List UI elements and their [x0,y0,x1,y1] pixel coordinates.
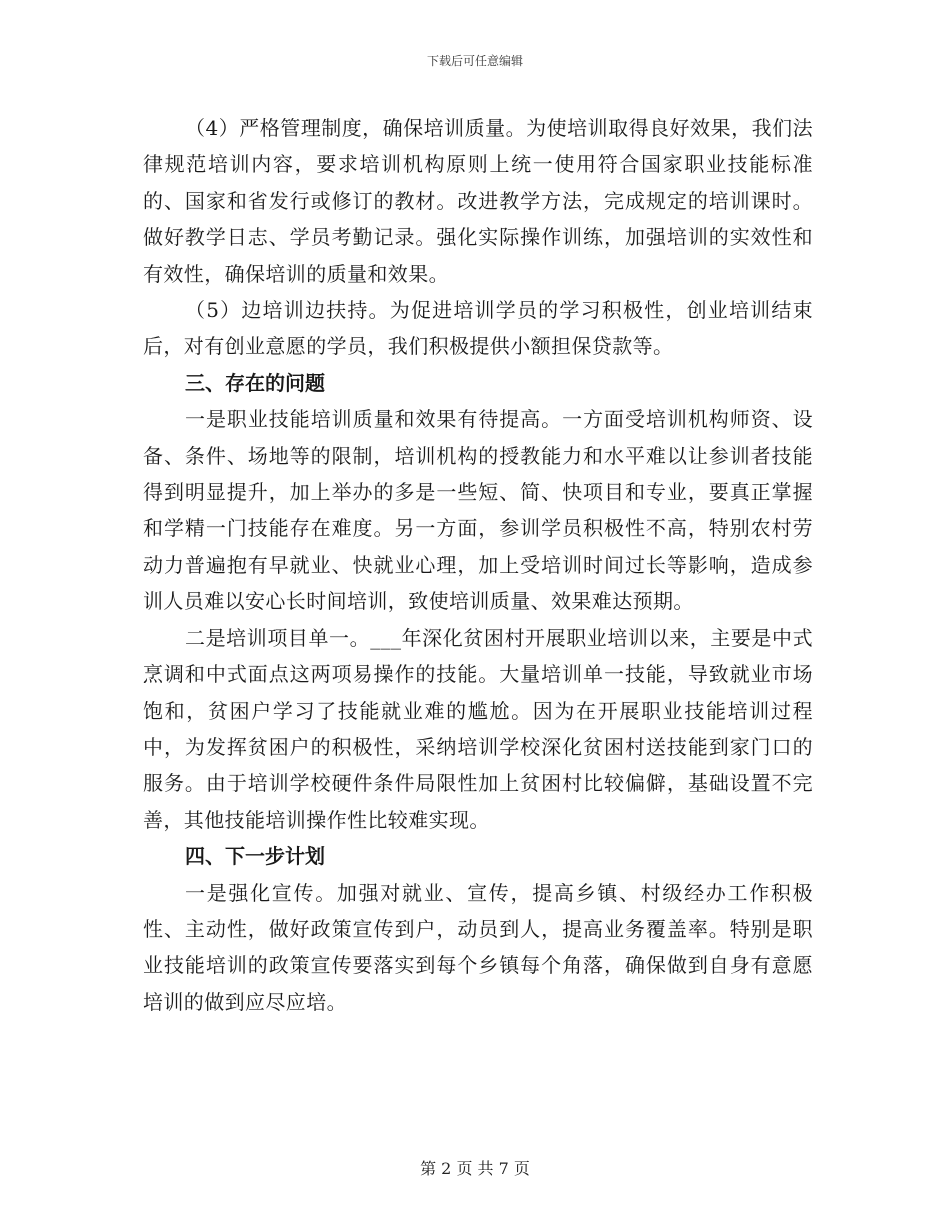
paragraph-problem-1: 一是职业技能培训质量和效果有待提高。一方面受培训机构师资、设备、条件、场地等的限制，培训机构的授教能力和水平难以让参训者技能得到明显提升，加上举办的多是一些短、简、快项目和专业，要真正掌握和学精一门技能存在难度。另一方面，参训学员积极性不高，特别农村劳动力普遍抱有早就业、快就业心理，加上受培训时间过长等影响，造成参训人员难以安心长时间培训，致使培训质量、效果难达预期。 [143,407,813,614]
paragraph-plan-1: 一是强化宣传。加强对就业、宣传，提高乡镇、村级经办工作积极性、主动性，做好政策宣传到户，动员到人，提高业务覆盖率。特别是职业技能培训的政策宣传要落实到每个乡镇每个角落，确保做到自身有意愿培训的做到应尽应培。 [143,880,813,1014]
document-body [143,110,813,1020]
page-header: 下载后可任意编辑 [426,54,523,68]
section-heading-next-steps: 四、下一步计划 [185,844,325,869]
paragraph-problem-2: 二是培训项目单一。___年深化贫困村开展职业培训以来，主要是中式烹调和中式面点这两项易操作的技能。大量培训单一技能，导致就业市场饱和，贫困户学习了技能就业难的尴尬。因为在开展职业技能培训过程中，为发挥贫困户的积极性，采纳培训学校深化贫困村送技能到家门口的服务。由于培训学校硬件条件局限性加上贫困村比较偏僻，基础设置不完善，其他技能培训操作性比较难实现。 [143,625,813,832]
paragraph-4: （4）严格管理制度，确保培训质量。为使培训取得良好效果，我们法律规范培训内容，要求培训机构原则上统一使用符合国家职业技能标准的、国家和省发行或修订的教材。改进教学方法，完成规定的培训课时。做好教学日志、学员考勤记录。强化实际操作训练，加强培训的实效性和有效性，确保培训的质量和效果。 [143,116,813,286]
section-heading-problems: 三、存在的问题 [185,370,325,395]
paragraph-5: （5）边培训边扶持。为促进培训学员的学习积极性，创业培训结束后，对有创业意愿的学员，我们积极提供小额担保贷款等。 [143,298,813,359]
page-footer: 第 2 页 共 7 页 [420,1159,530,1178]
